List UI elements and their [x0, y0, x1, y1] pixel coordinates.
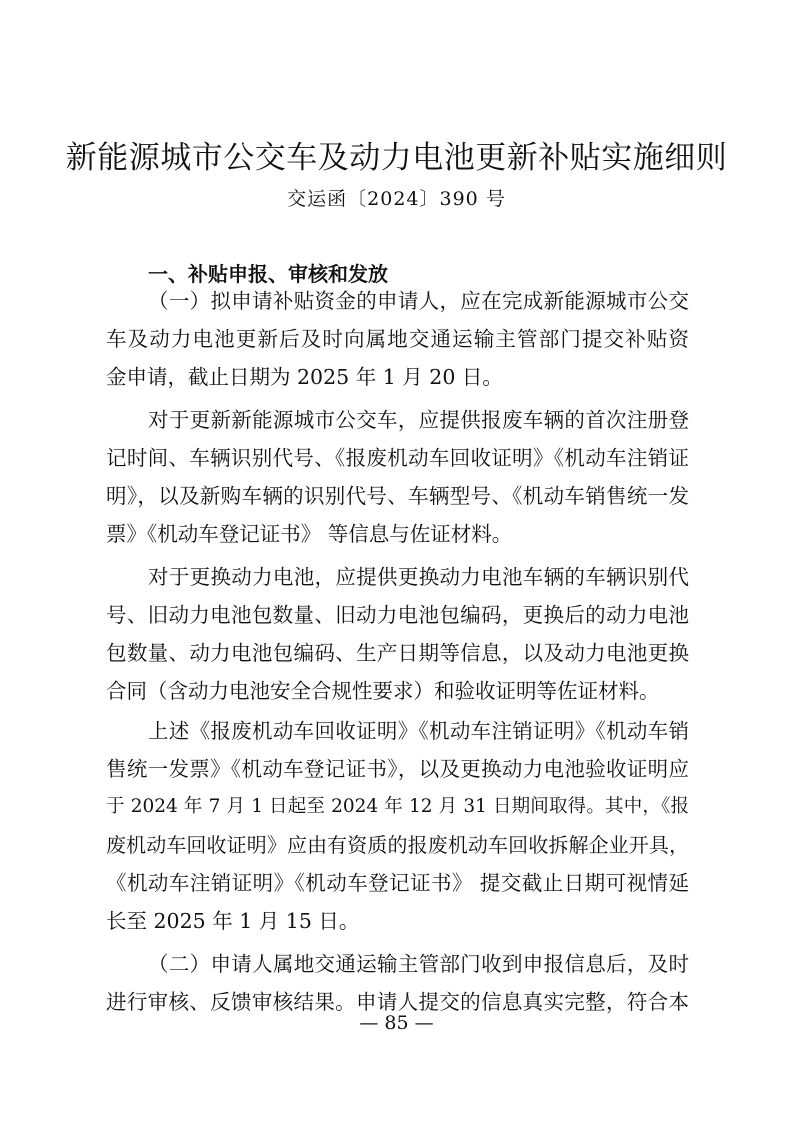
document-title: 新能源城市公交车及动力电池更新补贴实施细则 [65, 140, 728, 176]
paragraph-line: 废机动车回收证明》应由有资质的报废机动车回收拆解企业开具， [106, 833, 689, 857]
page-number: — 85 — [359, 1012, 434, 1034]
paragraph-line: 长至 2025 年 1 月 15 日。 [106, 909, 360, 933]
paragraph-line: 票》《机动车登记证书》 等信息与佐证材料。 [106, 522, 513, 546]
paragraph-line: 合同（含动力电池安全合规性要求）和验收证明等佐证材料。 [106, 679, 660, 703]
paragraph-line: 明》，以及新购车辆的识别代号、车辆型号、《机动车销售统一发 [106, 484, 689, 508]
document-number: 交运函〔2024〕390 号 [287, 188, 506, 210]
paragraph-line: 号、旧动力电池包数量、旧动力电池包编码，更换后的动力电池 [106, 603, 689, 627]
paragraph-line: 车及动力电池更新后及时向属地交通运输主管部门提交补贴资 [106, 327, 689, 351]
paragraph-line: 售统一发票》《机动车登记证书》，以及更换动力电池验收证明应 [106, 757, 689, 781]
paragraph-line: 对于更新新能源城市公交车，应提供报废车辆的首次注册登 [148, 408, 689, 432]
paragraph-line: 进行审核、反馈审核结果。申请人提交的信息真实完整，符合本 [106, 990, 689, 1014]
paragraph-line: 《机动车注销证明》《机动车登记证书》 提交截止日期可视情延 [106, 871, 689, 895]
paragraph-line: 于 2024 年 7 月 1 日起至 2024 年 12 月 31 日期间取得。其中，《报 [106, 796, 689, 817]
section-heading: 一、补贴申报、审核和发放 [148, 262, 388, 286]
paragraph-line: 金申请，截止日期为 2025 年 1 月 20 日。 [106, 365, 503, 389]
paragraph-line: 记时间、车辆识别代号、《报废机动车回收证明》《机动车注销证 [106, 446, 689, 470]
paragraph-line: 包数量、动力电池包编码、生产日期等信息，以及动力电池更换 [106, 641, 689, 665]
paragraph-line: （二）申请人属地交通运输主管部门收到申报信息后，及时 [148, 952, 689, 976]
paragraph-line: （一）拟申请补贴资金的申请人，应在完成新能源城市公交 [148, 289, 689, 313]
paragraph-line: 对于更换动力电池，应提供更换动力电池车辆的车辆识别代 [148, 565, 689, 589]
paragraph-line: 上述《报废机动车回收证明》《机动车注销证明》《机动车销 [148, 719, 689, 743]
